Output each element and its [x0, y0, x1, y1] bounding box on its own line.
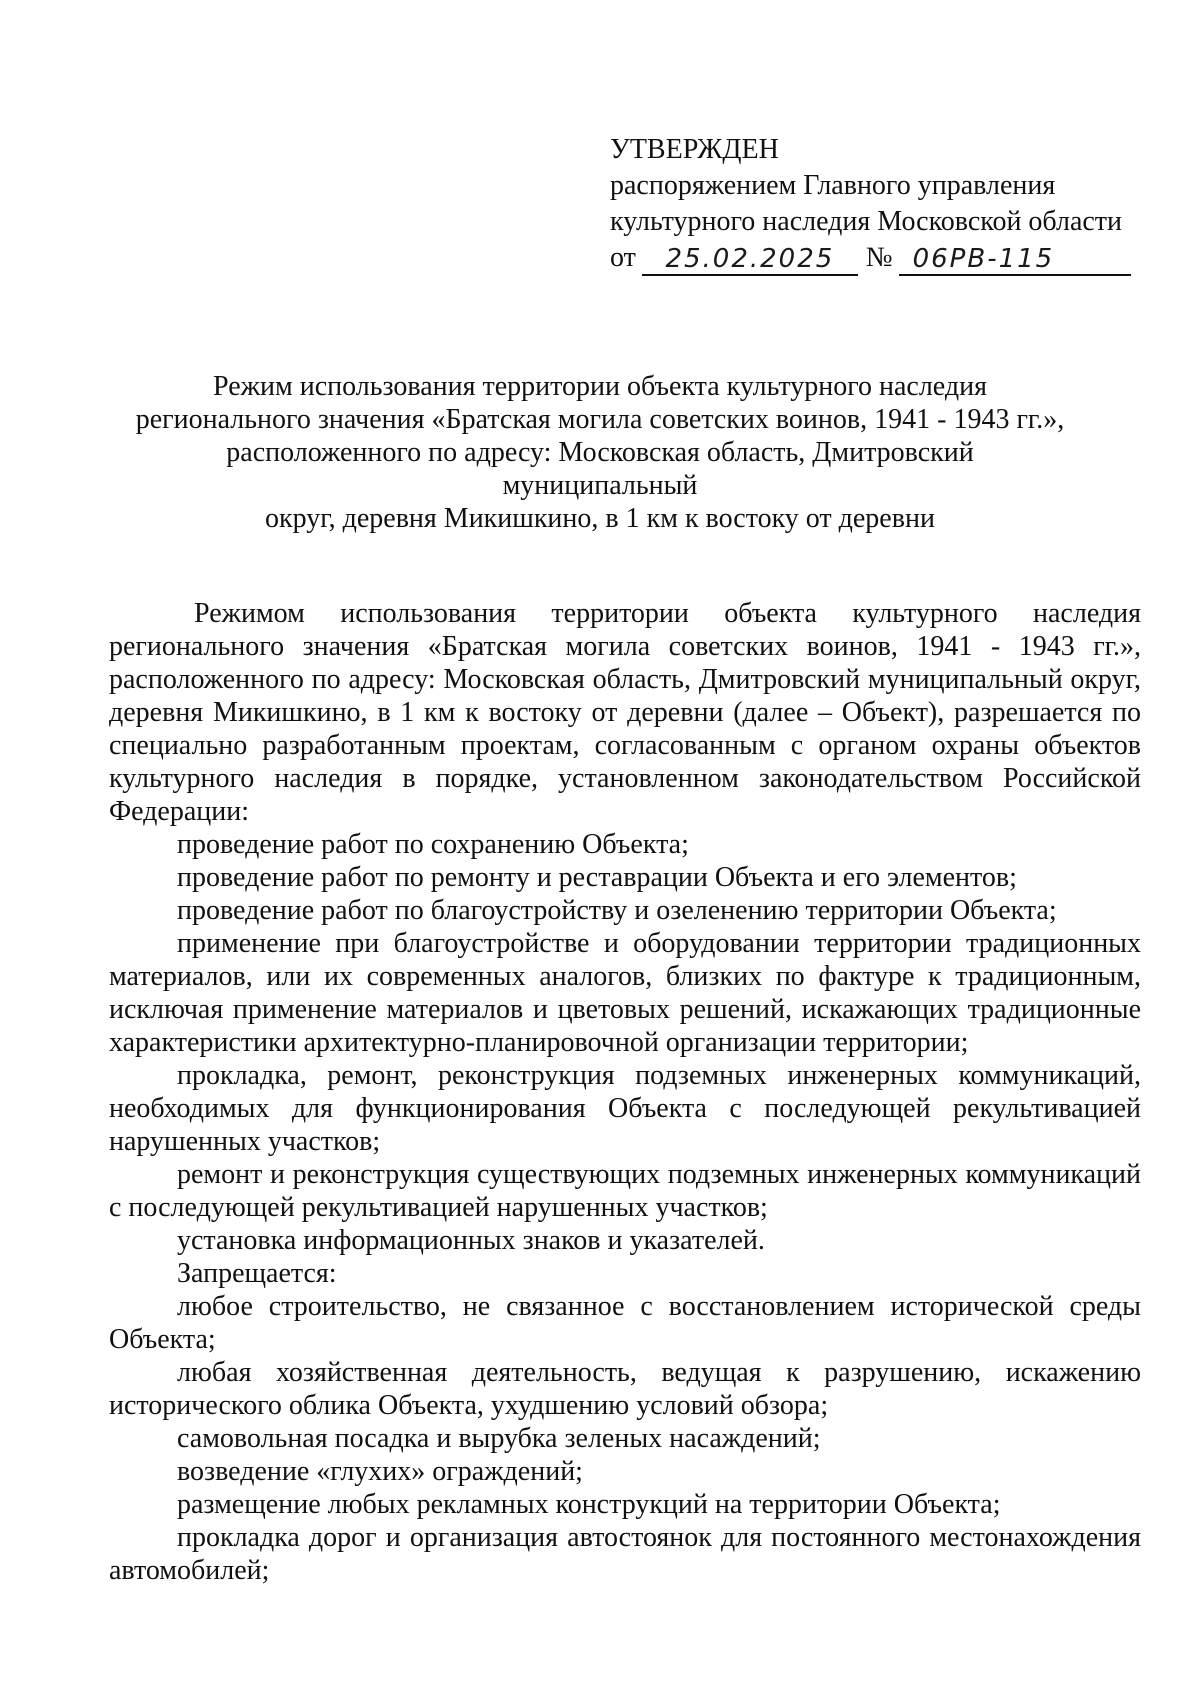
- allowed-item: проведение работ по благоустройству и озеленению территории Объекта;: [177, 895, 1057, 926]
- approval-heading: УТВЕРЖДЕН: [610, 134, 779, 165]
- handwritten-date: 25.02.2025: [642, 244, 858, 276]
- allowed-item: ремонт и реконструкция существующих подземных инженерных коммуникаций с последующей рекультивацией нарушенных участков;: [109, 1159, 1141, 1223]
- allowed-item: установка информационных знаков и указателей.: [177, 1225, 765, 1256]
- approval-authority-line-2: культурного наследия Московской области: [610, 206, 1123, 237]
- number-sign: №: [865, 242, 893, 273]
- prohibited-heading: Запрещается:: [177, 1258, 337, 1289]
- document-title: [130, 370, 1070, 535]
- approval-authority-line-1: распоряжением Главного управления: [610, 170, 1056, 201]
- title-line: округ, деревня Микишкино, в 1 км к востоку от деревни: [265, 503, 935, 534]
- allowed-item: применение при благоустройстве и оборудовании территории традиционных материалов, или их современных аналогов, близких по фактуре к традиционным, исключая применение материалов и цветовых решений, искажающих традиционные характеристики архитектурно-планировочной организации территории;: [109, 928, 1141, 1058]
- allowed-item: прокладка, ремонт, реконструкция подземных инженерных коммуникаций, необходимых для функционирования Объекта с последующей рекультивацией нарушенных участков;: [109, 1060, 1141, 1157]
- prohibited-item: любая хозяйственная деятельность, ведущая к разрушению, искажению исторического облика Объекта, ухудшению условий обзора;: [109, 1357, 1141, 1421]
- approval-date-number-line: [610, 240, 1150, 276]
- prohibited-item: размещение любых рекламных конструкций на территории Объекта;: [177, 1489, 1001, 1520]
- prohibited-item: самовольная посадка и вырубка зеленых насаждений;: [177, 1423, 821, 1454]
- approval-stamp: [610, 132, 1150, 276]
- handwritten-order-number: 06РВ-115: [899, 244, 1131, 276]
- intro-paragraph: Режимом использования территории объекта культурного наследия регионального значения «Братская могила советских воинов, 1941 - 1943 гг.», расположенного по адресу: Московская область, Дмитровский муниципальный округ, деревня Микишкино, в 1 км к востоку от деревни (далее – Объект), разрешается по специально разработанным проектам, согласованным с органом охраны объектов культурного наследия в порядке, установленном законодательством Российской Федерации:: [109, 598, 1141, 827]
- prohibited-item: любое строительство, не связанное с восстановлением исторической среды Объекта;: [109, 1291, 1141, 1355]
- prohibited-item: возведение «глухих» ограждений;: [177, 1456, 583, 1487]
- title-line: регионального значения «Братская могила советских воинов, 1941 - 1943 гг.»,: [135, 404, 1065, 435]
- document-body: [109, 597, 1141, 1587]
- allowed-item: проведение работ по сохранению Объекта;: [177, 829, 689, 860]
- title-line: Режим использования территории объекта культурного наследия: [213, 371, 987, 402]
- prohibited-item: прокладка дорог и организация автостоянок для постоянного местонахождения автомобилей;: [109, 1522, 1141, 1586]
- allowed-item: проведение работ по ремонту и реставрации Объекта и его элементов;: [177, 862, 1017, 893]
- date-prefix: от: [610, 242, 636, 273]
- title-line: расположенного по адресу: Московская область, Дмитровский муниципальный: [226, 437, 974, 501]
